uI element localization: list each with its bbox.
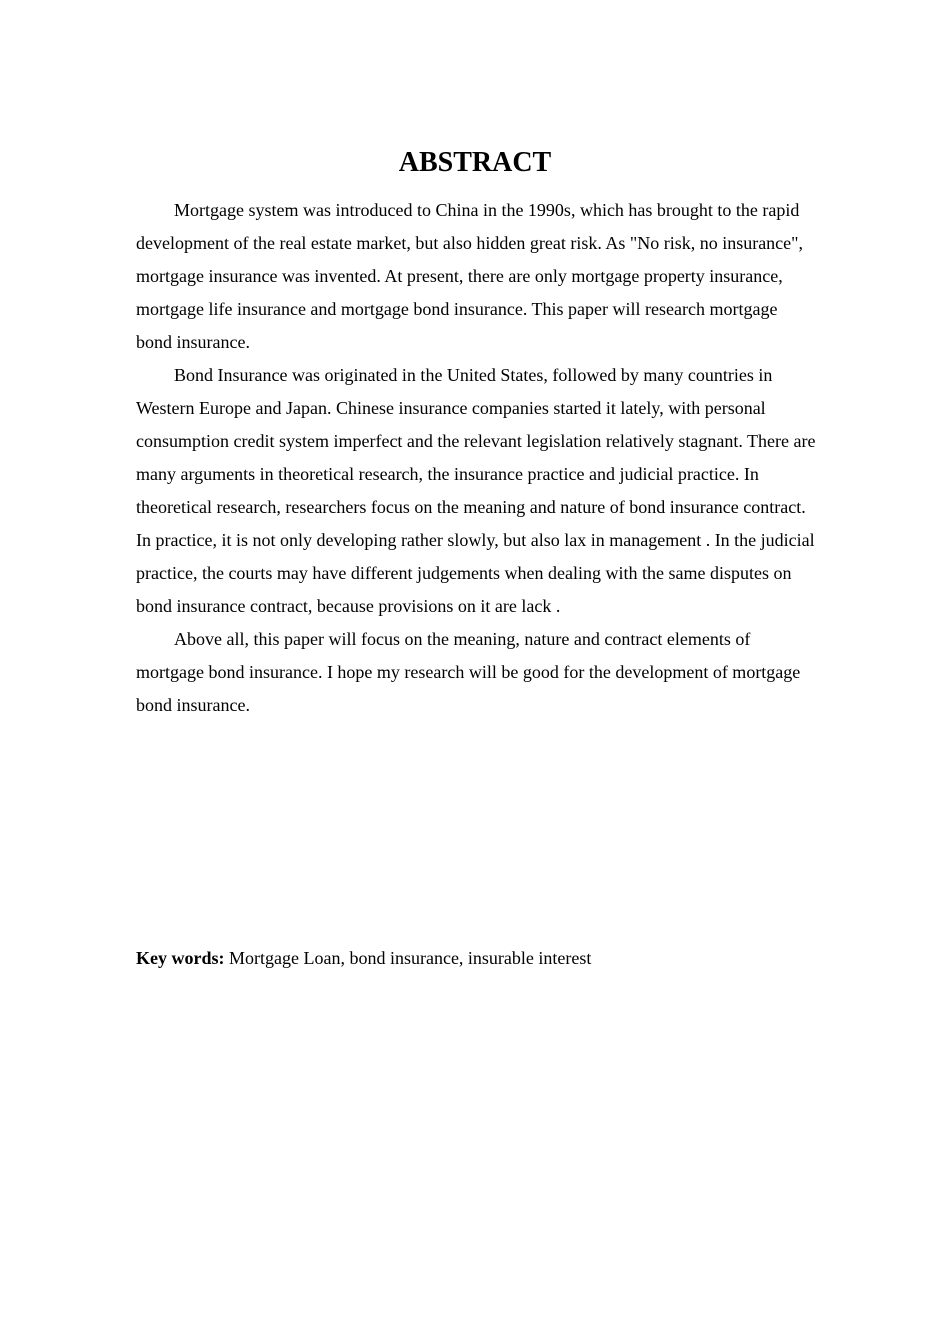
abstract-paragraph-3: Above all, this paper will focus on the meaning, nature and contract elements of mortgage bond insurance. I hope my research will be good for the development of mortgage bond insurance. xyxy=(136,629,801,715)
keywords-value: Mortgage Loan, bond insurance, insurable interest xyxy=(224,948,592,968)
abstract-body xyxy=(136,194,816,722)
abstract-paragraph-1: Mortgage system was introduced to China in the 1990s, which has brought to the rapid development of the real estate market, but also hidden great risk. As "No risk, no insurance", mortgage insurance was invented. At present, there are only mortgage property insurance, mortgage life insurance and mortgage bond insurance. This paper will research mortgage bond insurance. xyxy=(136,200,804,352)
keywords-line xyxy=(136,942,816,975)
abstract-title: ABSTRACT xyxy=(398,147,552,178)
keywords-label: Key words: xyxy=(136,948,225,968)
abstract-paragraph-2: Bond Insurance was originated in the United States, followed by many countries in Western Europe and Japan. Chinese insurance companies started it lately, with personal consumption credit system imperfect and the relevant legislation relatively stagnant. There are many arguments in theoretical research, the insurance practice and judicial practice. In theoretical research, researchers focus on the meaning and nature of bond insurance contract. In practice, it is not only developing rather slowly, but also lax in management . In the judicial practice, the courts may have different judgements when dealing with the same disputes on bond insurance contract, because provisions on it are lack . xyxy=(136,365,816,616)
